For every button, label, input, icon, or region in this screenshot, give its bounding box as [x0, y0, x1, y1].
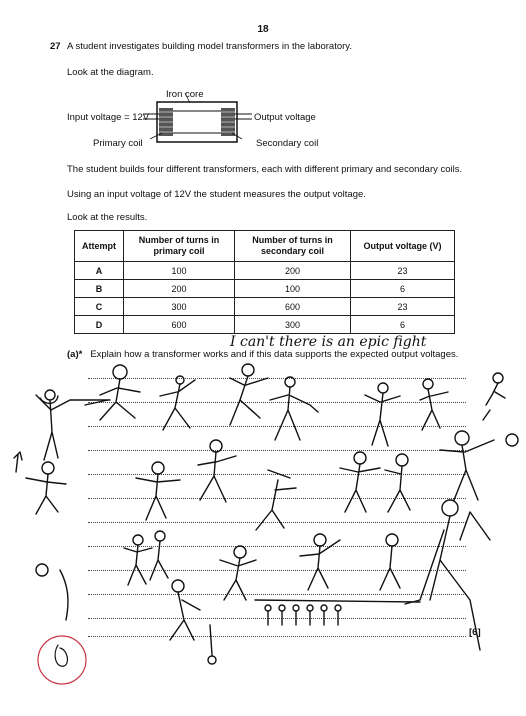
cell-attempt: C: [75, 298, 124, 316]
cell-primary: 600: [124, 316, 235, 334]
cell-secondary: 600: [235, 298, 351, 316]
table-row: [75, 298, 455, 316]
answer-line[interactable]: [88, 570, 466, 571]
answer-line[interactable]: [88, 618, 466, 619]
page-number: 18: [257, 24, 269, 35]
cell-attempt: B: [75, 280, 124, 298]
cell-attempt: D: [75, 316, 124, 334]
answer-line[interactable]: [88, 474, 466, 475]
cell-attempt: A: [75, 262, 124, 280]
table-header-row: [75, 231, 455, 262]
cell-voltage: 23: [351, 262, 455, 280]
answer-line[interactable]: [88, 594, 466, 595]
header-secondary-turns: Number of turns in secondary coil: [235, 231, 351, 262]
table-row: [75, 280, 455, 298]
answer-line[interactable]: [88, 450, 466, 451]
intro-text-1: The student builds four different transformers, each with different primary and secondary coils.: [67, 164, 463, 175]
output-voltage-label: Output voltage: [254, 112, 316, 123]
part-a-text: Explain how a transformer works and if this data supports the expected output voltages.: [90, 349, 459, 360]
cell-voltage: 6: [351, 280, 455, 298]
marks-label: [6]: [469, 627, 481, 638]
answer-line[interactable]: [88, 636, 466, 637]
question-stem: A student investigates building model transformers in the laboratory.: [67, 41, 352, 52]
answer-line[interactable]: [88, 498, 466, 499]
cell-voltage: 6: [351, 316, 455, 334]
cell-secondary: 100: [235, 280, 351, 298]
cell-primary: 100: [124, 262, 235, 280]
results-table: [74, 230, 455, 334]
answer-line[interactable]: [88, 546, 466, 547]
cell-voltage: 23: [351, 298, 455, 316]
answer-line[interactable]: [88, 402, 466, 403]
cell-secondary: 200: [235, 262, 351, 280]
cell-secondary: 300: [235, 316, 351, 334]
iron-core-label: Iron core: [166, 89, 204, 100]
intro-text-2: Using an input voltage of 12V the student measures the output voltage.: [67, 189, 366, 200]
handwritten-caption: I can't there is an epic fight: [230, 334, 427, 350]
look-at-diagram-text: Look at the diagram.: [67, 67, 154, 78]
question-number: 27: [50, 41, 61, 52]
answer-line[interactable]: [88, 522, 466, 523]
table-row: [75, 316, 455, 334]
primary-coil-label: Primary coil: [93, 138, 143, 149]
cell-primary: 200: [124, 280, 235, 298]
header-primary-turns: Number of turns in primary coil: [124, 231, 235, 262]
input-voltage-label: Input voltage = 12V: [67, 112, 150, 123]
answer-line[interactable]: [88, 378, 466, 379]
question-part-a: [67, 349, 458, 360]
transformer-diagram: [60, 85, 390, 155]
part-a-label: (a)*: [67, 349, 83, 360]
table-row: [75, 262, 455, 280]
secondary-coil-label: Secondary coil: [256, 138, 319, 149]
look-at-results-text: Look at the results.: [67, 212, 148, 223]
header-attempt: Attempt: [75, 231, 124, 262]
answer-line[interactable]: [88, 426, 466, 427]
cell-primary: 300: [124, 298, 235, 316]
header-output-voltage: Output voltage (V): [351, 231, 455, 262]
